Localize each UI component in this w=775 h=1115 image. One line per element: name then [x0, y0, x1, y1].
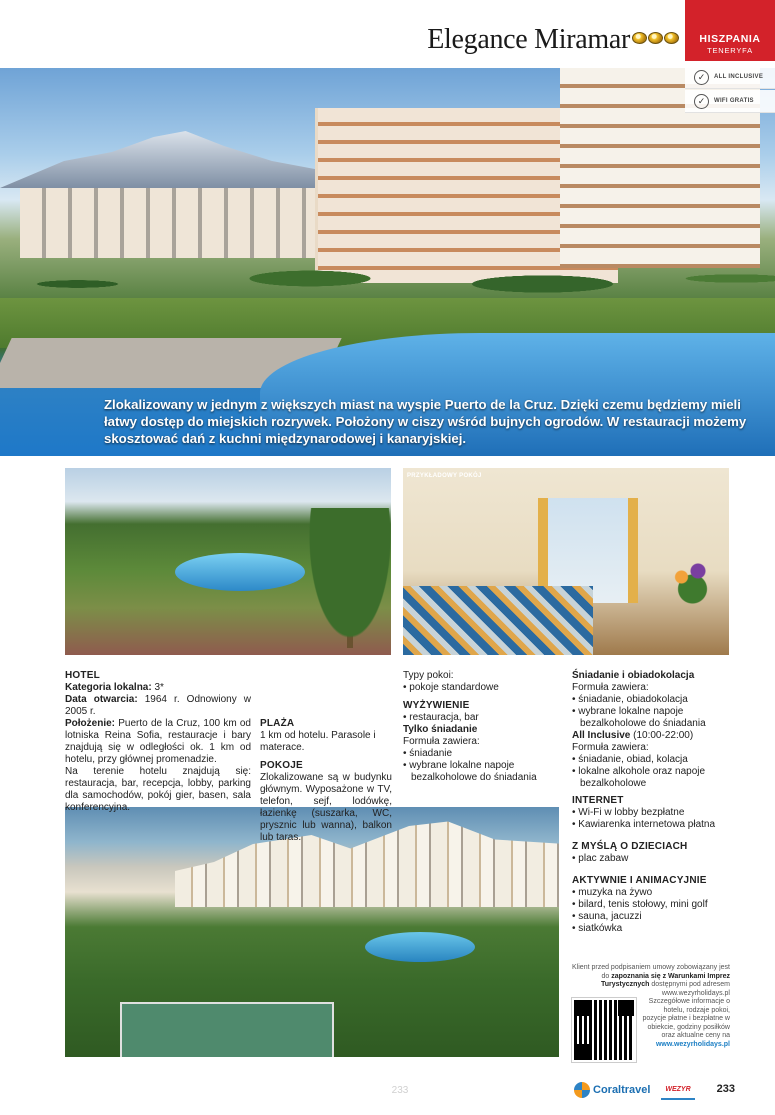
beach-rooms-column	[260, 718, 392, 844]
list-item: • śniadanie, obiad, kolacja	[572, 754, 688, 765]
garden-pool-photo	[65, 468, 391, 655]
wezyr-logo: WEZYR	[661, 1082, 695, 1100]
section-heading-hotel: HOTEL	[65, 670, 100, 681]
list-item: • śniadanie, obiadokolacja	[572, 694, 688, 705]
qr-info: Szczegółowe informacje o hotelu, rodzaje pokoi, pozycje płatne i bezpłatne w obiekcie, godziny posiłków oraz aktualne ceny na www.wezyrholidays.pl	[640, 998, 730, 1049]
plan-intro: Formuła zawiera:	[403, 736, 480, 747]
region-country: HISZPANIA	[699, 33, 761, 45]
list-item: • pokoje standardowe	[403, 682, 499, 693]
website-link[interactable]: www.wezyrholidays.pl	[655, 1040, 730, 1048]
list-item: • muzyka na żywo	[572, 887, 653, 898]
mountain-graphic	[0, 128, 320, 188]
coral-ball-icon	[574, 1082, 590, 1098]
beach-text: 1 km od hotelu. Parasole i materace.	[260, 730, 376, 753]
all-inclusive-line	[572, 730, 737, 742]
facilities-text: Na terenie hotelu znajdują się: restauracja, bar, recepcja, lobby, parking dla samochodów, pokój gier, basen, sala konferencyjna.	[65, 766, 251, 813]
room-photo-tag: PRZYKŁADOWY POKÓJ	[407, 473, 482, 479]
rooms-text: Zlokalizowane są w budynku głównym. Wyposażone w TV, telefon, sejf, lodówkę, łazienkę (suszarka, WC, prysznic lub wanna), balkon lub taras.	[260, 772, 392, 843]
section-heading-rooms: POKOJE	[260, 760, 303, 771]
section-heading-food: WYŻYWIENIE	[403, 700, 470, 711]
list-item: • śniadanie	[403, 748, 453, 759]
check-icon: ✓	[694, 94, 709, 109]
plan-name: All Inclusive	[572, 730, 631, 741]
room-types-label: Typy pokoi:	[403, 670, 454, 681]
region-island: TENERYFA	[707, 46, 753, 55]
opened-value: 1964 r. Odnowiony w 2005 r.	[65, 694, 252, 717]
list-item: • Wi-Fi w lobby bezpłatne	[572, 807, 685, 818]
list-item: • lokalne alkohole oraz napoje bezalkoholowe	[572, 766, 706, 789]
sun-icon	[632, 32, 647, 44]
opened-line	[65, 694, 251, 718]
check-icon: ✓	[694, 70, 709, 85]
region-badge	[685, 0, 775, 61]
feature-wifi	[685, 90, 775, 113]
page-number: 233	[716, 1083, 735, 1095]
section-heading-beach: PLAŻA	[260, 718, 295, 729]
hero-caption: Zlokalizowany w jednym z większych miast na wyspie Puerto de la Cruz. Dzięki czemu będziemy mieli łatwy dostęp do miejskich rozrywek. Położony w ciszy wśród bujnych ogrodów. W restauracji możemy skosztować dań z kuchni międzynarodowej i kanaryjskiej.	[104, 397, 747, 446]
plan-hours: (10:00-22:00)	[633, 730, 694, 741]
list-item: • Kawiarenka internetowa płatna	[572, 819, 716, 830]
plan-name: Tylko śniadanie	[403, 724, 478, 735]
section-heading-internet: INTERNET	[572, 795, 624, 806]
feature-label: WIFI GRATIS	[714, 98, 754, 104]
list-item: • sauna, jacuzzi	[572, 911, 642, 922]
opened-label: Data otwarcia:	[65, 694, 138, 705]
location-label: Położenie:	[65, 718, 116, 729]
plan-intro: Formuła zawiera:	[572, 742, 649, 753]
food-column	[403, 670, 553, 784]
feature-label: ALL INCLUSIVE	[714, 74, 764, 80]
list-item: • wybrane lokalne napoje bezalkoholowe do śniadania	[403, 760, 537, 783]
plan-name: Śniadanie i obiadokolacja	[572, 670, 695, 681]
location-value: Puerto de la Cruz, 100 km od lotniska Reina Sofia, restauracje i bary znajdują się w odległości ok. 1 km od hotelu, przy głównej promenadzie.	[65, 718, 251, 765]
room-photo	[403, 468, 729, 655]
page-number-center: 233	[391, 1085, 409, 1096]
category-label: Kategoria lokalna:	[65, 682, 152, 693]
list-item: • wybrane lokalne napoje bezalkoholowe do śniadania	[572, 706, 706, 729]
section-heading-activities: AKTYWNIE I ANIMACYJNIE	[572, 875, 707, 886]
qr-code[interactable]	[572, 998, 636, 1062]
hotel-info-column	[65, 670, 251, 814]
list-item: • restauracja, bar	[403, 712, 479, 723]
list-item: • siatkówka	[572, 923, 623, 934]
aerial-city-photo	[65, 807, 559, 1057]
plan-intro: Formuła zawiera:	[572, 682, 649, 693]
section-heading-kids: Z MYŚLĄ O DZIECIACH	[572, 841, 688, 852]
amenities-column	[572, 795, 737, 935]
coraltravel-logo: Coraltravel	[574, 1082, 650, 1098]
terms-notice: Klient przed podpisaniem umowy zobowiązany jest do zapoznania się z Warunkami Imprez Turystycznych dostępnymi pod adresem www.wezyrholidays.pl	[572, 964, 730, 997]
list-item: • plac zabaw	[572, 853, 629, 864]
hotel-title: Elegance Miramar	[427, 24, 630, 55]
feature-all-inclusive	[685, 66, 775, 89]
list-item: • bilard, tenis stołowy, mini golf	[572, 899, 708, 910]
board-plans-column	[572, 670, 737, 790]
sun-icon	[648, 32, 663, 44]
location-line	[65, 718, 251, 766]
rating-stars	[632, 32, 679, 44]
sun-icon	[664, 32, 679, 44]
category-line	[65, 682, 251, 694]
category-value: 3*	[154, 682, 164, 693]
